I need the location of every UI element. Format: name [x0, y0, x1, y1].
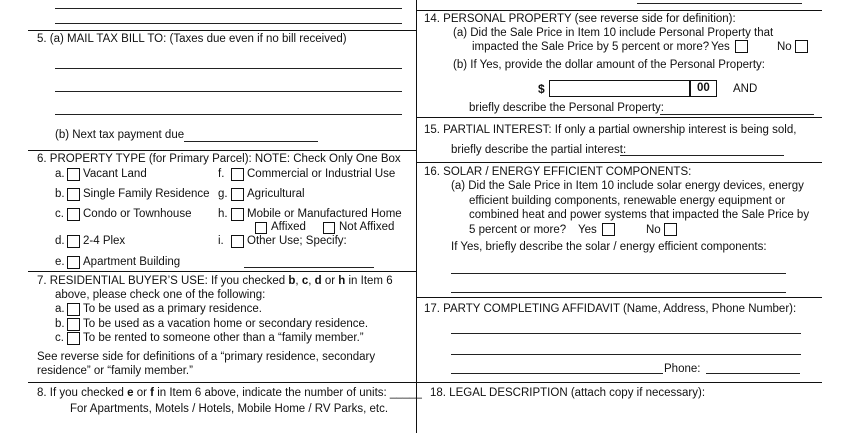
checkbox-commercial[interactable]	[231, 168, 244, 181]
affidavit-party-line-3[interactable]	[451, 373, 663, 374]
checkbox-not-affixed[interactable]	[323, 222, 335, 234]
divider-6-7	[28, 271, 416, 272]
label-condo: Condo or Townhouse	[83, 208, 192, 220]
checkbox-solar-yes[interactable]	[602, 223, 615, 236]
label-commercial: Commercial or Industrial Use	[247, 168, 396, 180]
checkbox-mobile-home[interactable]	[231, 208, 244, 221]
item16-a-line1: (a) Did the Sale Price in Item 10 include solar energy devices, energy	[451, 180, 804, 192]
checkbox-other-use[interactable]	[231, 235, 244, 248]
checkbox-personal-property-yes[interactable]	[735, 40, 748, 53]
item6-letter-a: a.	[55, 168, 65, 180]
checkbox-rented[interactable]	[67, 332, 80, 345]
partial-interest-field[interactable]	[620, 155, 784, 156]
checkbox-2-4-plex[interactable]	[67, 235, 80, 248]
item16-title: 16. SOLAR / ENERGY EFFICIENT COMPONENTS:	[424, 166, 692, 178]
phone-label: Phone:	[664, 363, 701, 375]
divider-top-left	[28, 30, 416, 31]
label-agricultural: Agricultural	[247, 188, 305, 200]
label-mobile-home: Mobile or Manufactured Home	[247, 208, 402, 220]
phone-field[interactable]	[706, 373, 800, 374]
affidavit-party-line-2[interactable]	[451, 354, 801, 355]
divider-5-6	[28, 150, 416, 151]
checkbox-agricultural[interactable]	[231, 188, 244, 201]
item4-line-2[interactable]	[55, 23, 402, 24]
checkbox-apartment[interactable]	[67, 256, 80, 269]
label-not-affixed: Not Affixed	[339, 221, 395, 233]
dollar-sign: $	[538, 82, 545, 96]
divider-top-right	[416, 10, 822, 11]
item6-letter-f: f.	[218, 168, 225, 180]
item6-letter-g: g.	[218, 188, 228, 200]
mail-tax-bill-line-1[interactable]	[55, 68, 402, 69]
item14-a-line2: impacted the Sale Price by 5 percent or more?	[472, 41, 710, 53]
item6-letter-c: c.	[55, 208, 64, 220]
item6-letter-d: d.	[55, 235, 65, 247]
next-tax-payment-field[interactable]	[184, 141, 318, 142]
checkbox-single-family[interactable]	[67, 188, 80, 201]
label-rented: To be rented to someone other than a “family member.”	[83, 332, 364, 344]
label-apartment: Apartment Building	[83, 256, 181, 268]
item7-see-note-2: residence” or “family member.”	[37, 365, 193, 377]
checkbox-vacation-home[interactable]	[67, 318, 80, 331]
item18-title: 18. LEGAL DESCRIPTION (attach copy if necessary):	[430, 387, 706, 399]
item7-see-note-1: See reverse side for definitions of a “primary residence, secondary	[37, 351, 376, 363]
label-other-use: Other Use; Specify:	[247, 235, 347, 247]
item6-letter-b: b.	[55, 188, 65, 200]
solar-description-line-1[interactable]	[451, 273, 786, 274]
checkbox-affixed[interactable]	[255, 222, 267, 234]
item16-a-line4: 5 percent or more?	[469, 224, 567, 236]
item6-title: 6. PROPERTY TYPE (for Primary Parcel): NOTE: Check Only One Box	[37, 153, 401, 165]
personal-property-description-field[interactable]	[660, 114, 814, 115]
item15-title: 15. PARTIAL INTEREST: If only a partial ownership interest is being sold,	[424, 124, 797, 136]
other-use-specify-field[interactable]	[244, 267, 374, 268]
label-2-4-plex: 2-4 Plex	[83, 235, 126, 247]
divider-7-8	[28, 382, 416, 383]
item6-letter-h: h.	[218, 208, 228, 220]
item7-letter-a: a.	[55, 303, 65, 315]
item16-no-label: No	[646, 224, 661, 236]
label-vacant-land: Vacant Land	[83, 168, 147, 180]
checkbox-condo[interactable]	[67, 208, 80, 221]
mail-tax-bill-line-2[interactable]	[55, 91, 402, 92]
item7-title: 7. RESIDENTIAL BUYER’S USE: If you checked b, c, d or h in Item 6	[37, 275, 393, 287]
item14-b: (b) If Yes, provide the dollar amount of the Personal Property:	[453, 59, 765, 71]
divider-14-15	[416, 117, 822, 118]
checkbox-primary-residence[interactable]	[67, 303, 80, 316]
divider-17-18	[416, 382, 822, 383]
item14-title: 14. PERSONAL PROPERTY (see reverse side for definition):	[424, 13, 736, 25]
item7-letter-c: c.	[55, 332, 64, 344]
item14-yes-label: Yes	[711, 41, 730, 53]
affidavit-party-line-1[interactable]	[451, 333, 801, 334]
item17-title: 17. PARTY COMPLETING AFFIDAVIT (Name, Address, Phone Number):	[424, 303, 797, 315]
item5-title: 5. (a) MAIL TAX BILL TO: (Taxes due even if no bill received)	[37, 33, 347, 45]
cents-label: 00	[697, 82, 710, 94]
label-affixed: Affixed	[271, 221, 306, 233]
item15-describe-label: briefly describe the partial interest:	[451, 144, 627, 156]
column-divider	[416, 0, 417, 433]
item8-line2: For Apartments, Motels / Hotels, Mobile Home / RV Parks, etc.	[70, 403, 389, 415]
checkbox-vacant-land[interactable]	[67, 168, 80, 181]
item16-a-line3: combined heat and power systems that impacted the Sale Price by	[469, 209, 810, 221]
next-tax-payment-label: (b) Next tax payment due	[55, 129, 185, 141]
item16-a-line2: efficient building components, renewable energy equipment or	[469, 195, 786, 207]
mail-tax-bill-line-3[interactable]	[55, 114, 402, 115]
item7-letter-b: b.	[55, 318, 65, 330]
solar-description-line-2[interactable]	[451, 292, 786, 293]
item16-yes-label: Yes	[578, 224, 597, 236]
checkbox-personal-property-no[interactable]	[795, 40, 808, 53]
label-primary-residence: To be used as a primary residence.	[83, 303, 262, 315]
item14-a-line1: (a) Did the Sale Price in Item 10 include Personal Property that	[453, 27, 774, 39]
item6-letter-e: e.	[55, 256, 65, 268]
divider-16-17	[416, 297, 822, 298]
item4-line-1[interactable]	[55, 8, 402, 9]
label-vacation-home: To be used as a vacation home or secondary residence.	[83, 318, 369, 330]
item6-letter-i: i.	[218, 235, 224, 247]
item14-no-label: No	[777, 41, 792, 53]
label-single-family: Single Family Residence	[83, 188, 210, 200]
item8-title: 8. If you checked e or f in Item 6 above, indicate the number of units: _____	[37, 387, 422, 399]
item7-line2: above, please check one of the following:	[55, 289, 266, 301]
personal-property-dollars-input[interactable]	[549, 80, 690, 97]
checkbox-solar-no[interactable]	[664, 223, 677, 236]
item13-line[interactable]	[637, 3, 802, 4]
item16-ifyes: If Yes, briefly describe the solar / energy efficient components:	[451, 241, 767, 253]
item14-describe-label: briefly describe the Personal Property:	[469, 102, 664, 114]
divider-15-16	[416, 162, 822, 163]
and-label: AND	[733, 83, 758, 95]
